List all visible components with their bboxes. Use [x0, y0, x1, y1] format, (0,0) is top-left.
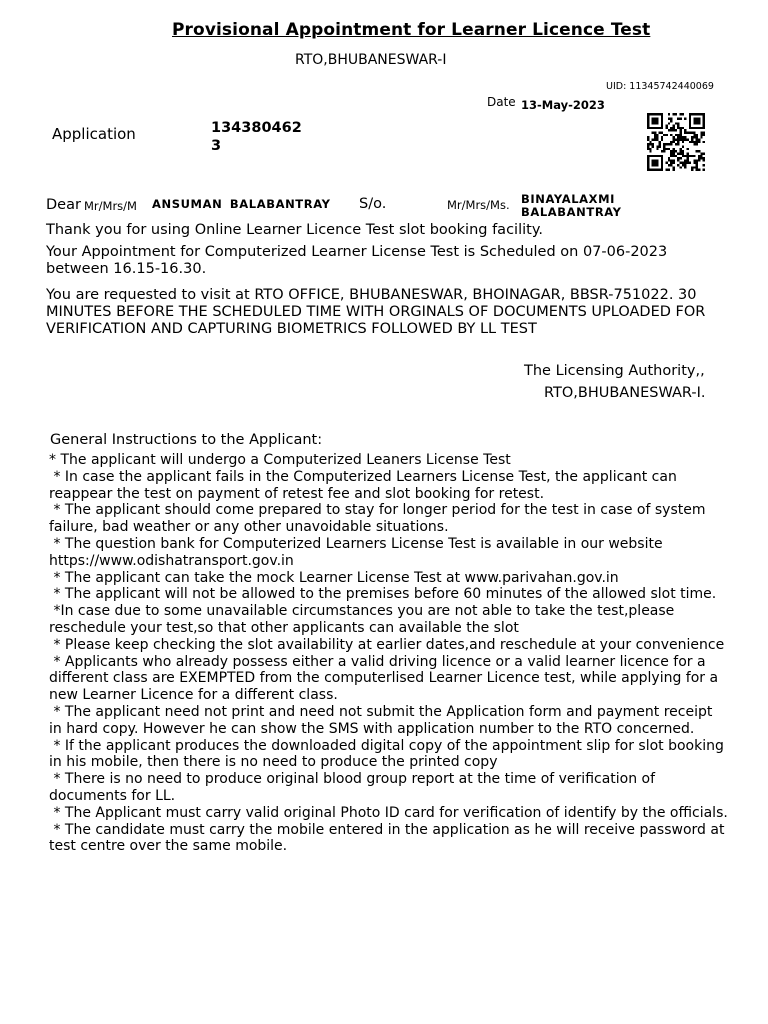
instruction-item: * The question bank for Computerized Learners License Test is available in our website https://www.odishatransport.gov.in — [49, 535, 668, 569]
date-value: 13-May-2023 — [521, 98, 605, 112]
authority-line-2: RTO,BHUBANESWAR-I. — [544, 385, 706, 401]
instruction-item: * Applicants who already possess either a valid driving licence or a valid learner licence for a different class are EXEMPTED from the computerlised Learner Licence test, while applying for a new Learner Licence for a different class. — [49, 653, 723, 704]
instructions-heading: General Instructions to the Applicant: — [50, 432, 323, 448]
parent-salutation: Mr/Mrs/Ms. — [447, 198, 510, 212]
authority-line-1: The Licensing Authority,, — [524, 363, 705, 379]
rto-office: RTO,BHUBANESWAR-I — [295, 52, 447, 68]
instruction-item: * In case the applicant fails in the Computerized Learners License Test, the applicant can reappear the test on payment of retest fee and slot booking for retest. — [49, 468, 682, 502]
qr-code-icon — [645, 113, 707, 171]
instruction-item: * The candidate must carry the mobile entered in the application as he will receive password at test centre over the same mobile. — [49, 821, 729, 855]
schedule-text: Your Appointment for Computerized Learner License Test is Scheduled on 07-06-2023 between 16.15-16.30. — [46, 244, 668, 277]
applicant-name: ANSUMAN BALABANTRAY — [152, 197, 331, 211]
parent-name: BINAYALAXMI BALABANTRAY — [521, 192, 622, 219]
instructions-list — [49, 452, 729, 855]
thanks-text: Thank you for using Online Learner Licence Test slot booking facility. — [46, 222, 543, 238]
instruction-item: * The Applicant must carry valid original Photo ID card for verification of identify by the officials. — [49, 804, 728, 821]
instruction-item: * The applicant should come prepared to stay for longer period for the test in case of system failure, bad weather or any other unavoidable situations. — [49, 502, 710, 536]
date-label: Date — [487, 95, 516, 109]
instruction-item: * There is no need to produce original blood group report at the time of verification of documents for LL. — [49, 771, 660, 804]
visit-instructions: You are requested to visit at RTO OFFICE, BHUBANESWAR, BHOINAGAR, BBSR-751022. 30 MINUTES BEFORE THE SCHEDULED TIME WITH ORGINALS OF DOCUMENTS UPLOADED FOR VERIFICATION AND CAPTURING BIOMETRICS FOLLOWED BY LL TEST — [46, 287, 706, 337]
instruction-item: * The applicant can take the mock Learner License Test at www.parivahan.gov.in — [49, 569, 619, 586]
uid-number: UID: 11345742440069 — [606, 81, 714, 92]
dear-text: Dear — [46, 197, 81, 213]
instruction-item: * The applicant need not print and need not submit the Application form and payment receipt in hard copy. However he can show the SMS with application number to the RTO concerned. — [49, 703, 717, 737]
instruction-item: * If the applicant produces the downloaded digital copy of the appointment slip for slot booking in his mobile, then there is no need to produce the printed copy — [49, 737, 729, 771]
instruction-item: * The applicant will not be allowed to the premises before 60 minutes of the allowed slot time. — [49, 586, 717, 603]
relation-label: S/o. — [359, 196, 387, 212]
page-title: Provisional Appointment for Learner Licence Test — [172, 20, 651, 40]
instruction-item: *In case due to some unavailable circumstances you are not able to take the test,please reschedule your test,so that other applicants can available the slot — [49, 603, 679, 636]
application-label: Application — [52, 125, 136, 143]
instruction-item: * The applicant will undergo a Computerized Leaners License Test — [49, 452, 511, 468]
applicant-salutation: Mr/Mrs/M — [84, 199, 137, 213]
instruction-item: * Please keep checking the slot availability at earlier dates,and reschedule at your convenience — [49, 636, 725, 653]
application-number: 1343804623 — [211, 120, 302, 154]
